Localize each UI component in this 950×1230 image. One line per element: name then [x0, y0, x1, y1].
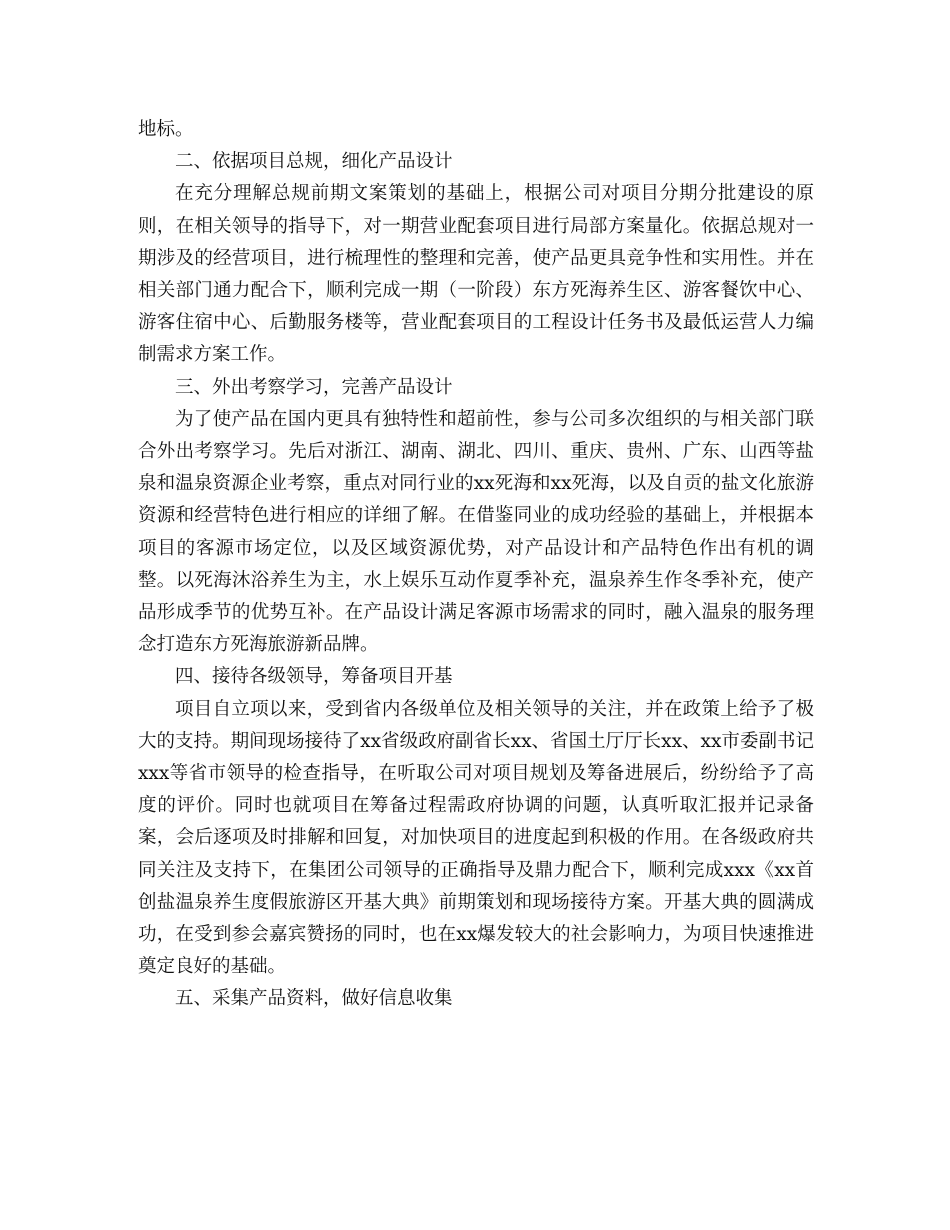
document-body [138, 114, 814, 1016]
section-body-2: 在充分理解总规前期文案策划的基础上，根据公司对项目分期分批建设的原则，在相关领导的指导下，对一期营业配套项目进行局部方案量化。依据总规对一期涉及的经营项目，进行梳理性的整理和完善，使产品更具竞争性和实用性。并在相关部门通力配合下，顺利完成一期（一阶段）东方死海养生区、游客餐饮中心、游客住宿中心、后勤服务楼等，营业配套项目的工程设计任务书及最低运营人力编制需求方案工作。 [138, 183, 814, 366]
section-body-4: 项目自立项以来，受到省内各级单位及相关领导的关注，并在政策上给予了极大的支持。期间现场接待了xx省级政府副省长xx、省国土厅厅长xx、xx市委副书记xxx等省市领导的检查指导，在听取公司对项目规划及筹备进展后，纷纷给予了高度的评价。同时也就项目在筹备过程需政府协调的问题，认真听取汇报并记录备案，会后逐项及时排解和回复，对加快项目的进度起到积极的作用。在各级政府共同关注及支持下，在集团公司领导的正确指导及鼎力配合下，顺利完成xxx《xx首创盐温泉养生度假旅游区开基大典》前期策划和现场接待方案。开基大典的圆满成功，在受到参会嘉宾赞扬的同时，也在xx爆发较大的社会影响力，为项目快速推进奠定良好的基础。 [138, 698, 814, 978]
paragraph-continuation: 地标。 [138, 119, 194, 140]
section-heading-2: 二、依据项目总规，细化产品设计 [175, 151, 453, 173]
section-heading-4: 四、接待各级领导，筹备项目开基 [175, 666, 453, 688]
section-body-3: 为了使产品在国内更具有独特性和超前性，参与公司多次组织的与相关部门联合外出考察学习。先后对浙江、湖南、湖北、四川、重庆、贵州、广东、山西等盐泉和温泉资源企业考察，重点对同行业的xx死海和xx死海，以及自贡的盐文化旅游资源和经营特色进行相应的详细了解。在借鉴同业的成功经验的基础上，并根据本项目的客源市场定位，以及区域资源优势，对产品设计和产品特色作出有机的调整。以死海沐浴养生为主，水上娱乐互动作夏季补充，温泉养生作冬季补充，使产品形成季节的优势互补。在产品设计满足客源市场需求的同时，融入温泉的服务理念打造东方死海旅游新品牌。 [138, 408, 814, 656]
section-heading-5: 五、采集产品资料，做好信息收集 [175, 988, 453, 1010]
section-heading-3: 三、外出考察学习，完善产品设计 [175, 376, 453, 398]
